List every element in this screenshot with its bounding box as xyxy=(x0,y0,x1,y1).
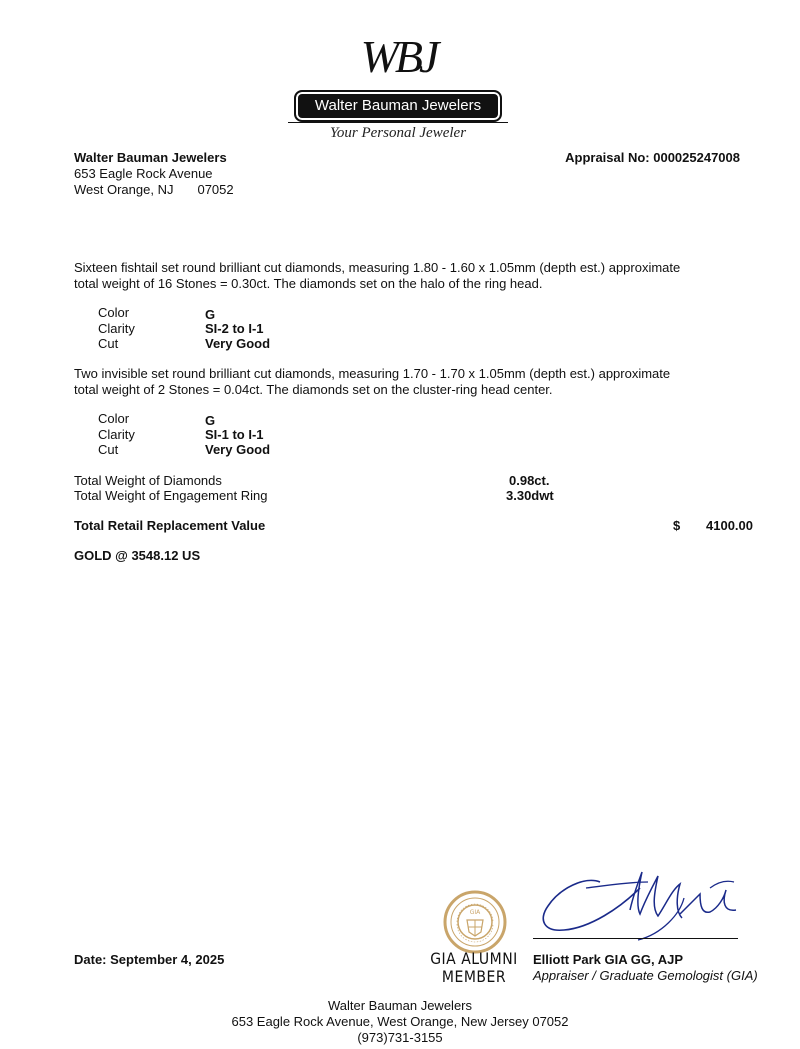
logo-tagline: Your Personal Jeweler xyxy=(288,122,508,143)
stone-1-clarity-label: Clarity xyxy=(98,321,135,336)
company-name: Walter Bauman Jewelers xyxy=(74,150,227,165)
footer-address: 653 Eagle Rock Avenue, West Orange, New Jersey 07052 xyxy=(231,1014,569,1029)
stone-2-description-line1: Two invisible set round brilliant cut diamonds, measuring 1.70 - 1.70 x 1.05mm (depth est.) approximate xyxy=(74,366,671,381)
stone-2-clarity-value: SI-1 to I-1 xyxy=(205,427,264,442)
stone-2-cut-label: Cut xyxy=(98,442,119,457)
company-logo xyxy=(288,30,508,145)
company-city-state: West Orange, NJ xyxy=(74,182,174,197)
replacement-amount: 4100.00 xyxy=(706,518,753,533)
gold-price: GOLD @ 3548.12 US xyxy=(74,548,201,563)
replacement-value-label: Total Retail Replacement Value xyxy=(74,518,266,533)
stone-2-cut-value: Very Good xyxy=(205,442,271,457)
gia-seal-icon xyxy=(443,890,507,954)
company-city-line xyxy=(74,182,234,198)
footer-phone: (973)731-3155 xyxy=(357,1030,443,1045)
logo-badge: Walter Bauman Jewelers xyxy=(294,90,502,122)
appraisal-date: Date: September 4, 2025 xyxy=(74,952,225,967)
total-diamonds-value: 0.98ct. xyxy=(509,473,550,488)
total-ring-value: 3.30dwt xyxy=(506,488,554,503)
stone-1-clarity-value: SI-2 to I-1 xyxy=(205,321,264,336)
stone-1-description-line1: Sixteen fishtail set round brilliant cut diamonds, measuring 1.80 - 1.60 x 1.05mm (depth est.) approximate xyxy=(74,260,681,275)
gia-alumni-line1: GIA ALUMNI xyxy=(430,950,518,969)
total-diamonds-label: Total Weight of Diamonds xyxy=(74,473,222,488)
stone-2-description-line2: total weight of 2 Stones = 0.04ct. The diamonds set on the cluster-ring head center. xyxy=(74,382,553,397)
stone-1-color-label: Color xyxy=(98,305,130,320)
appraiser-title: Appraiser / Graduate Gemologist (GIA) xyxy=(533,968,758,983)
appraisal-number: Appraisal No: 000025247008 xyxy=(565,150,740,165)
footer-company: Walter Bauman Jewelers xyxy=(327,998,472,1013)
gia-alumni-text xyxy=(424,950,524,987)
stone-2-clarity-label: Clarity xyxy=(98,427,135,442)
gia-alumni-line2: MEMBER xyxy=(441,968,507,987)
appraiser-name: Elliott Park GIA GG, AJP xyxy=(533,952,684,967)
total-ring-label: Total Weight of Engagement Ring xyxy=(74,488,268,503)
company-address: 653 Eagle Rock Avenue xyxy=(74,166,213,181)
stone-1-color-value: G xyxy=(205,307,216,322)
company-zip: 07052 xyxy=(197,182,234,197)
replacement-currency: $ xyxy=(673,518,681,533)
appraiser-signature xyxy=(530,868,745,943)
stone-2-color-value: G xyxy=(205,413,216,428)
signature-line xyxy=(533,938,738,939)
stone-1-description-line2: total weight of 16 Stones = 0.30ct. The diamonds set on the halo of the ring head. xyxy=(74,276,543,291)
stone-1-cut-value: Very Good xyxy=(205,336,271,351)
stone-1-cut-label: Cut xyxy=(98,336,119,351)
stone-2-color-label: Color xyxy=(98,411,130,426)
gia-seal-text: GIA xyxy=(469,909,481,916)
logo-monogram: WBJ xyxy=(360,31,436,82)
